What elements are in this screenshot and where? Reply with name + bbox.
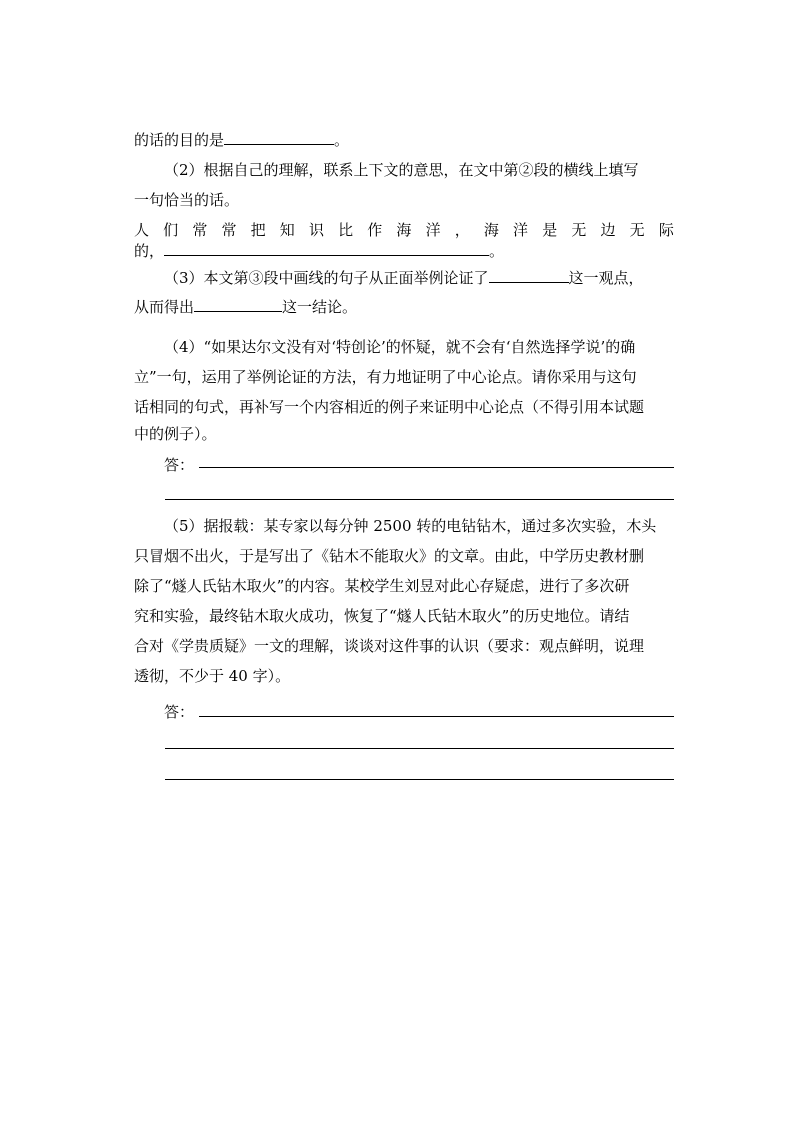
question-2-sentence	[134, 220, 674, 240]
sentence-char: 作	[367, 221, 383, 239]
answer-line[interactable]	[165, 499, 674, 500]
sentence-char: ，	[454, 221, 470, 239]
sentence-char: 无	[629, 221, 645, 239]
sentence-char: 洋	[513, 221, 529, 239]
question-5-line-5: 合对《学贵质疑》一文的理解，谈谈对这件事的认识（要求：观点鲜明，说理	[134, 637, 645, 655]
question-5-line-3: 除了“燧人氏钻木取火”的内容。某校学生刘昱对此心存疑虑，进行了多次研	[134, 577, 630, 595]
answer-line[interactable]	[165, 748, 674, 749]
sentence-char: 常	[221, 221, 237, 239]
answer-label: 答：	[164, 703, 195, 721]
sentence-char: 常	[192, 221, 208, 239]
sentence-char: 人	[134, 221, 150, 239]
text: 。	[489, 242, 505, 260]
answer-blank[interactable]	[164, 241, 489, 256]
question-2-prompt-cont: 一句恰当的话。	[134, 191, 240, 209]
sentence-char: 们	[163, 221, 179, 239]
text: 从而得出	[134, 298, 195, 316]
question-4-line-3: 话相同的句式，再补写一个内容相近的例子来证明中心论点（不得引用本试题	[134, 398, 645, 416]
sentence-char: 海	[483, 221, 499, 239]
question-2-prompt: （2）根据自己的理解，联系上下文的意思，在文中第②段的横线上填写	[164, 161, 639, 179]
question-3-prompt-cont	[134, 297, 674, 317]
answer-label: 答：	[164, 456, 195, 474]
question-2-sentence-end	[134, 241, 674, 261]
question-4-line-2: 立”一句，运用了举例论证的方法，有力地证明了中心论点。请你采用与这句	[134, 368, 637, 386]
sentence-char: 无	[571, 221, 587, 239]
question-5-line-4: 究和实验，最终钻木取火成功，恢复了“燧人氏钻木取火”的历史地位。请结	[134, 607, 630, 625]
answer-blank[interactable]	[224, 130, 334, 145]
text: 这一观点，	[568, 269, 644, 287]
answer-line[interactable]	[199, 716, 674, 717]
sentence-char: 际	[658, 221, 674, 239]
sentence-char: 洋	[425, 221, 441, 239]
answer-line[interactable]	[165, 779, 674, 780]
question-5-prompt: （5）据报载：某专家以每分钟 2500 转的电钻钻木，通过多次实验，木头	[164, 517, 657, 535]
question-5-line-2: 只冒烟不出火，于是写出了《钻木不能取火》的文章。由此，中学历史教材删	[134, 547, 645, 565]
question-4-line-4: 中的例子）。	[134, 425, 217, 443]
question-3-prompt	[164, 268, 674, 288]
sentence-char: 海	[396, 221, 412, 239]
sentence-char: 知	[279, 221, 295, 239]
text: 的话的目的是	[134, 131, 225, 149]
question-4-prompt: （4）“如果达尔文没有对‘特创论’的怀疑，就不会有‘自然选择学说’的确	[164, 338, 636, 356]
text: （3）本文第③段中画线的句子从正面举例论证了	[164, 269, 489, 287]
answer-line[interactable]	[199, 467, 674, 468]
text: 这一结论。	[282, 298, 358, 316]
sentence-char: 识	[308, 221, 324, 239]
answer-blank[interactable]	[194, 297, 282, 312]
sentence-char: 边	[600, 221, 616, 239]
sentence-char: 把	[250, 221, 266, 239]
question-1-tail	[134, 130, 674, 150]
text: 。	[334, 131, 350, 149]
answer-blank[interactable]	[489, 268, 569, 283]
text: 的，	[134, 242, 165, 260]
sentence-char: 比	[338, 221, 354, 239]
sentence-char: 是	[542, 221, 558, 239]
question-5-line-6: 透彻，不少于 40 字）。	[134, 667, 291, 685]
